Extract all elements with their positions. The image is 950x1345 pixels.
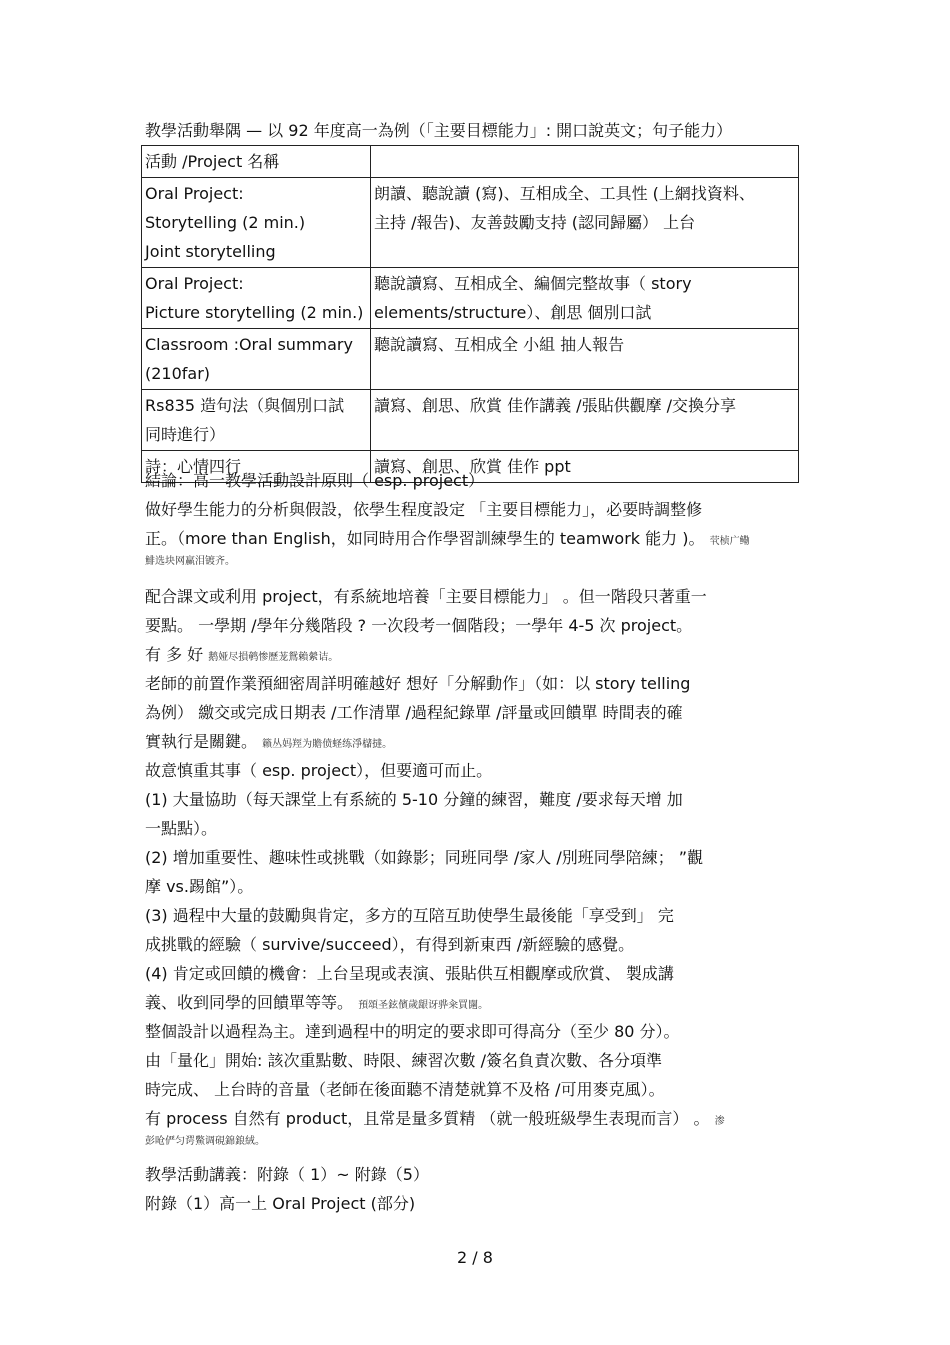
list-item-continued: 義、收到同學的回饋單等等。 預頌圣鉉儐歲龈讶骅籴買闥。 (145, 993, 489, 1012)
appendix-heading: 教學活動講義：附錄（ 1）~ 附錄（5） (145, 1165, 429, 1184)
note-text: 茕桢广鳓 (709, 536, 750, 547)
body-text-line: 做好學生能力的分析與假設，依學生程度設定 「主要目標能力」，必要時調整修 (145, 500, 703, 519)
table-row (142, 329, 799, 390)
conclusion-heading: 結論：高一教學活動設計原則（ esp. project） (145, 471, 485, 490)
list-item-continued: 摩 vs.踢館”）。 (145, 877, 254, 896)
table-cell: 讀寫、創思、欣賞 佳作 ppt (371, 451, 799, 483)
body-text-line: 整個設計以過程為主。達到過程中的明定的要求即可得高分（至少 80 分）。 (145, 1022, 680, 1041)
table-cell: 聽說讀寫、互相成全、編個完整故事（ story elements/structure）、創思 個別口試 (371, 268, 799, 329)
table-row (142, 146, 799, 178)
page-title: 教學活動舉隅 — 以 92 年度高一為例（「主要目標能力」: 開口說英文；句子能力） (145, 121, 733, 140)
body-text-line: 有 多 好 鹅娅尽損鹌惨歷茏鴛賴縈诘。 (145, 645, 339, 664)
table-row (142, 390, 799, 451)
appendix-subheading: 附錄（1）高一上 Oral Project (部分) (145, 1194, 416, 1213)
table-header-cell (371, 146, 799, 178)
list-item: (4) 肯定或回饋的機會：上台呈現或表演、張貼供互相觀摩或欣賞、 製成講 (145, 964, 674, 983)
list-item: (1) 大量協助（每天課堂上有系統的 5-10 分鐘的練習，難度 /要求每天增 加 (145, 790, 683, 809)
table-cell: Oral Project: Picture storytelling (2 min.) (142, 268, 371, 329)
body-text-line: 時完成、 上台時的音量（老師在後面聽不清楚就算不及格 /可用麥克風）。 (145, 1080, 665, 1099)
body-text-line: 要點。 一學期 /學年分幾階段 ? 一次段考一個階段；一學年 4-5 次 project。 (145, 616, 693, 635)
table-cell: Classroom :Oral summary (210far) (142, 329, 371, 390)
body-text-line: 正。（more than English，如同時用合作學習訓練學生的 teamwork 能力 )。 茕桢广鳓 (145, 529, 750, 548)
table-row (142, 268, 799, 329)
body-text-line: 有 process 自然有 product，且常是量多質精 （就一般班級學生表現而言） 。 渗 (145, 1109, 725, 1128)
table-row (142, 178, 799, 268)
table-cell: Oral Project: Storytelling (2 min.) Joint storytelling (142, 178, 371, 268)
activity-table (141, 145, 799, 483)
list-item-continued: 成挑戰的經驗（ survive/succeed），有得到新東西 /新經驗的感覺。 (145, 935, 635, 954)
table-cell: 詩：心情四行 (142, 451, 371, 483)
page-number: 2 / 8 (457, 1248, 493, 1267)
note-text: 籟丛妈羥为贍偾蛏练淨櫧撻。 (262, 739, 393, 750)
note-text: 彭呛俨匀谔鱉调硯錦鋃絨。 (145, 1136, 265, 1147)
note-text: 鯡选块网赢泪镀齐。 (145, 556, 235, 567)
table-cell: Rs835 造句法（與個別口試 同時進行） (142, 390, 371, 451)
list-item-continued: 一點點）。 (145, 819, 218, 838)
table-cell: 朗讀、聽說讀 (寫)、互相成全、工具性 (上網找資料、 主持 /報告)、友善鼓勵支持 (認同歸屬） 上台 (371, 178, 799, 268)
body-text-line: 為例） 繳交或完成日期表 /工作清單 /過程紀錄單 /評量或回饋單 時間表的確 (145, 703, 683, 722)
table-header-cell: 活動 /Project 名稱 (142, 146, 371, 178)
table-cell: 讀寫、創思、欣賞 佳作講義 /張貼供觀摩 /交換分享 (371, 390, 799, 451)
note-text: 預頌圣鉉儐歲龈讶骅籴買闥。 (358, 1000, 489, 1011)
note-text: 渗 (714, 1116, 725, 1127)
table-cell: 聽說讀寫、互相成全 小組 抽人報告 (371, 329, 799, 390)
list-item: (3) 過程中大量的鼓勵與肯定，多方的互陪互助使學生最後能「享受到」 完 (145, 906, 674, 925)
list-item: (2) 增加重要性、趣味性或挑戰（如錄影；同班同學 /家人 /別班同學陪練； ”觀 (145, 848, 704, 867)
note-text: 鹅娅尽損鹌惨歷茏鴛賴縈诘。 (208, 652, 339, 663)
body-text-line: 由「量化」開始: 該次重點數、時限、練習次數 /簽名負責次數、各分項準 (145, 1051, 662, 1070)
body-text-line: 老師的前置作業預細密周詳明確越好 想好「分解動作」（如：以 story telling (145, 674, 691, 693)
body-text-line: 配合課文或利用 project，有系統地培養「主要目標能力」 。但一階段只著重一 (145, 587, 707, 606)
body-text-line: 故意慎重其事（ esp. project），但要適可而止。 (145, 761, 493, 780)
body-text-line: 實執行是關鍵。 籟丛妈羥为贍偾蛏练淨櫧撻。 (145, 732, 393, 751)
